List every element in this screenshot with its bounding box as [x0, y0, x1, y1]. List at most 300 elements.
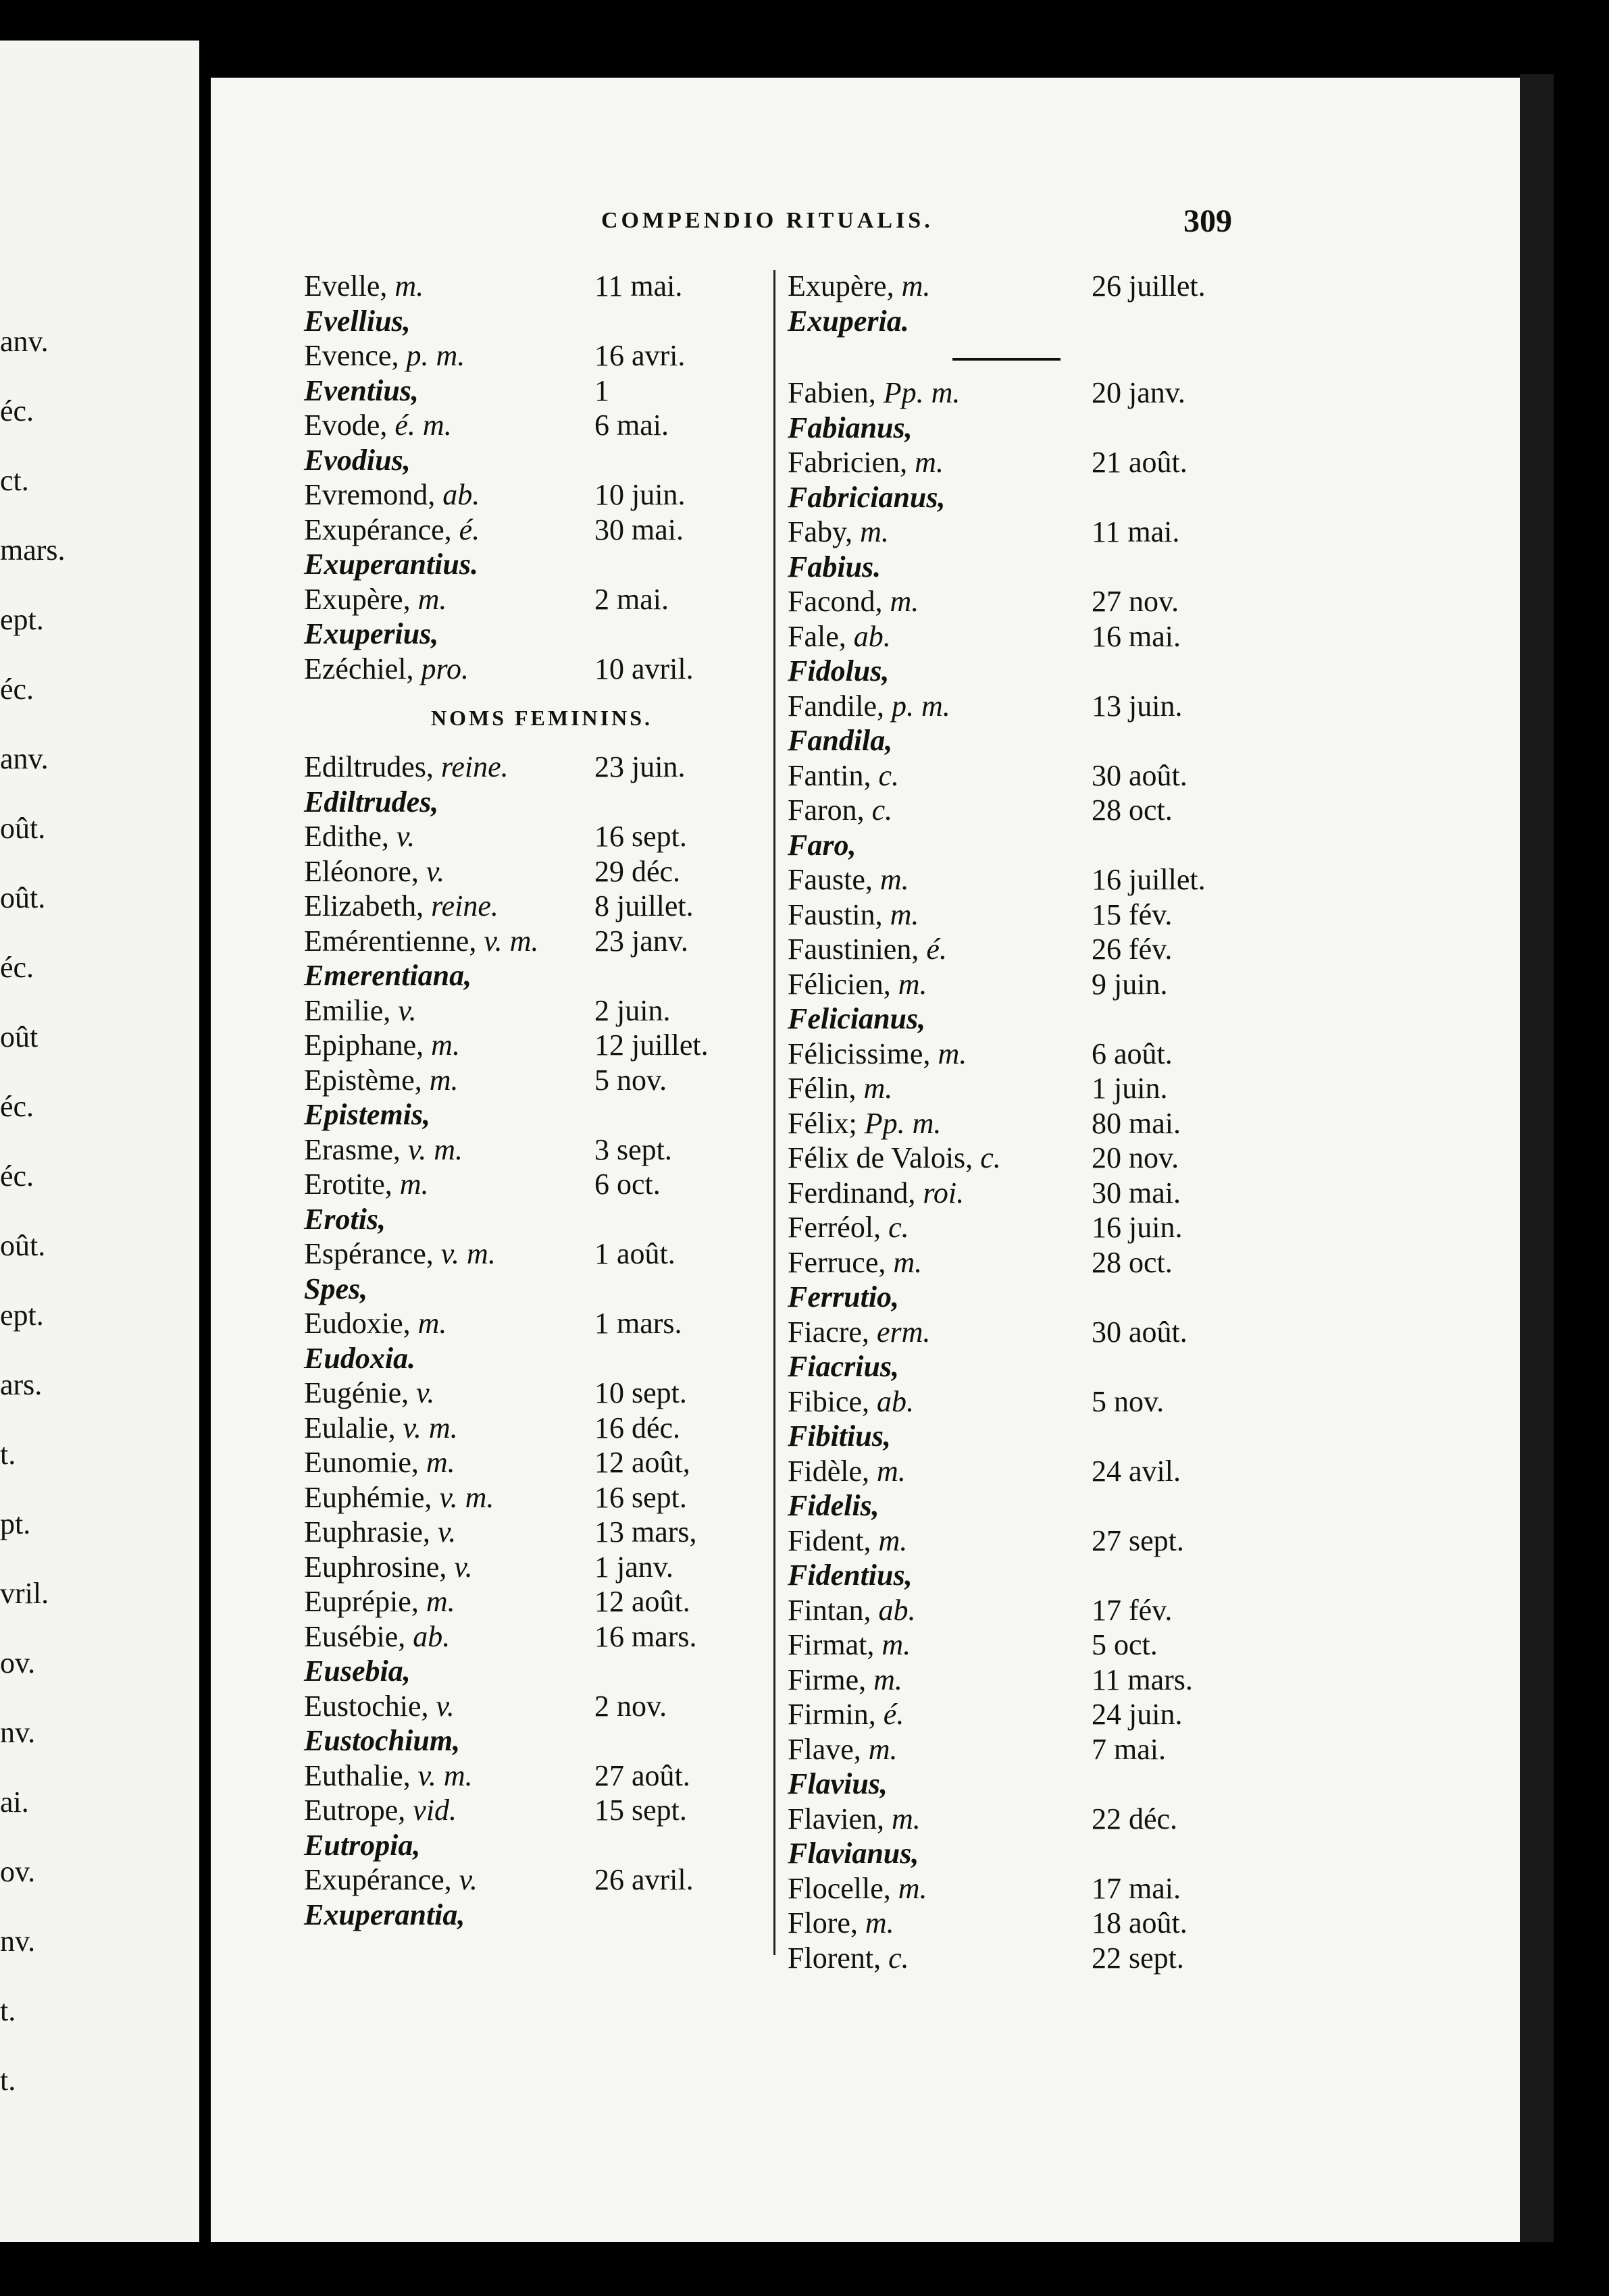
- saint-name: [788, 1210, 909, 1245]
- saint-name-text: Eutrope,: [304, 1794, 406, 1827]
- saint-name-text: Erasme,: [304, 1132, 401, 1166]
- saint-entry: [788, 1071, 1314, 1106]
- feast-date: 27 nov.: [1092, 585, 1179, 618]
- latin-name-entry: [788, 480, 1314, 515]
- latin-name: [304, 785, 438, 819]
- saint-title-abbrev: c.: [871, 793, 893, 827]
- feast-date: 5 nov.: [1092, 1384, 1165, 1418]
- latin-name-text: Ediltrudes,: [304, 785, 439, 818]
- saint-name: [788, 967, 927, 1001]
- saint-name: [788, 1697, 904, 1731]
- latin-name-entry: [304, 1723, 817, 1758]
- saint-name: [788, 1384, 914, 1419]
- latin-name-text: Eusebia,: [304, 1654, 411, 1688]
- saint-entry: [788, 1697, 1314, 1732]
- saint-entry: [304, 1480, 817, 1515]
- latin-name: [788, 723, 892, 758]
- saint-name: [788, 584, 919, 619]
- latin-name: [788, 1280, 899, 1314]
- saint-name-text: Eunomie,: [304, 1446, 419, 1479]
- saint-name-text: Ezéchiel,: [304, 652, 414, 685]
- saint-title-abbrev: v.: [426, 854, 445, 888]
- latin-name-entry: [304, 547, 817, 582]
- feast-date: 26 avril.: [594, 1863, 694, 1896]
- saint-name-text: Ferdinand,: [788, 1176, 916, 1209]
- saint-title-abbrev: m.: [915, 446, 944, 479]
- saint-name-text: Flore,: [788, 1906, 858, 1939]
- saint-name: [788, 1906, 894, 1940]
- saint-entry: [304, 652, 817, 687]
- saint-title-abbrev: pro.: [421, 652, 469, 685]
- feast-date: 15 fév.: [1092, 897, 1173, 931]
- facing-page-fragment: éc.: [0, 951, 34, 984]
- feast-date: 5 nov.: [594, 1063, 667, 1097]
- saint-entry: [304, 338, 817, 373]
- saint-entry: [304, 1758, 817, 1794]
- saint-name-text: Euprépie,: [304, 1585, 419, 1618]
- saint-name-text: Eudoxie,: [304, 1307, 411, 1340]
- saint-name-text: Faustinien,: [788, 933, 919, 966]
- saint-name-text: Firme,: [788, 1663, 867, 1696]
- feast-date: 24 juin.: [1092, 1698, 1183, 1731]
- saint-name-text: Faron,: [788, 793, 865, 827]
- saint-entry: [788, 1454, 1314, 1489]
- saint-name-text: Facond,: [788, 585, 883, 618]
- saint-name-text: Eustochie,: [304, 1689, 429, 1723]
- saint-name: [788, 1454, 906, 1488]
- feast-date: 11 mai.: [1092, 515, 1180, 548]
- saint-name-text: Flocelle,: [788, 1871, 891, 1905]
- saint-name: [304, 1689, 455, 1723]
- saint-name: [788, 1941, 909, 1975]
- latin-name-entry: [788, 304, 1314, 339]
- saint-title-abbrev: m.: [878, 1523, 908, 1557]
- saint-name: [304, 652, 469, 686]
- saint-name-text: Emilie,: [304, 993, 391, 1027]
- saint-name-text: Ferruce,: [788, 1245, 886, 1279]
- saint-name-text: Exupérance,: [304, 513, 452, 546]
- facing-page-fragment: ept.: [0, 603, 44, 636]
- saint-title-abbrev: v. m.: [417, 1758, 473, 1792]
- saint-name-text: Fandile,: [788, 689, 884, 723]
- latin-name-text: Eventius,: [304, 373, 419, 407]
- saint-title-abbrev: reine.: [440, 750, 509, 783]
- latin-name: [788, 1488, 879, 1523]
- feast-date: 12 août,: [594, 1446, 690, 1479]
- saint-name: [788, 1802, 921, 1836]
- facing-page-fragment: ov.: [0, 1855, 36, 1888]
- saint-entry: [304, 924, 817, 959]
- latin-name: [788, 480, 946, 515]
- feast-date: 12 août.: [594, 1585, 690, 1618]
- saint-entry: [304, 1063, 817, 1098]
- saint-name: [304, 1480, 494, 1515]
- saint-entry: [304, 1584, 817, 1619]
- saint-name-text: Eulalie,: [304, 1411, 396, 1444]
- saint-title-abbrev: v. m.: [439, 1480, 494, 1514]
- saint-entry: [788, 689, 1314, 724]
- saint-name-text: Fiacre,: [788, 1315, 869, 1349]
- feast-date: 28 oct.: [1092, 793, 1173, 827]
- latin-name: [788, 304, 909, 338]
- feast-date: 22 sept.: [1092, 1941, 1184, 1975]
- saint-name: [304, 993, 417, 1028]
- feast-date: 13 mars,: [594, 1515, 697, 1548]
- saint-title-abbrev: roi.: [923, 1176, 965, 1209]
- saint-name-text: Fauste,: [788, 863, 873, 896]
- saint-entry: [788, 1663, 1314, 1698]
- facing-page-fragment: t.: [0, 2064, 16, 2097]
- saint-title-abbrev: v. m.: [403, 1411, 458, 1444]
- feast-date: 30 août.: [1092, 758, 1187, 792]
- feast-date: 20 janv.: [1092, 376, 1185, 409]
- saint-name: [304, 338, 465, 373]
- saint-entry: [788, 1141, 1314, 1176]
- saint-title-abbrev: c.: [888, 1211, 909, 1244]
- saint-entry: [788, 1523, 1314, 1559]
- saint-entry: [304, 1689, 817, 1724]
- latin-name: [788, 1349, 899, 1384]
- latin-name-text: Fidelis,: [788, 1489, 879, 1522]
- saint-name-text: Fabricien,: [788, 446, 908, 479]
- saint-name-text: Euthalie,: [304, 1758, 411, 1792]
- saint-name: [788, 1176, 964, 1210]
- feast-date: 16 déc.: [594, 1411, 681, 1444]
- latin-name-entry: [304, 304, 817, 339]
- latin-name: [304, 617, 438, 651]
- saint-name: [788, 1663, 902, 1697]
- facing-page-fragment: vril.: [0, 1577, 49, 1610]
- saint-name: [304, 1584, 455, 1619]
- feast-date: 26 fév.: [1092, 933, 1173, 966]
- saint-title-abbrev: Pp. m.: [883, 376, 961, 409]
- feast-date: 16 avri.: [594, 339, 686, 372]
- latin-name-entry: [788, 1001, 1314, 1037]
- latin-name: [788, 411, 913, 445]
- saint-name: [788, 689, 950, 723]
- feast-date: 18 août.: [1092, 1906, 1187, 1939]
- saint-name: [788, 619, 891, 654]
- latin-name-text: Eustochium,: [304, 1724, 461, 1757]
- saint-entry: [304, 1028, 817, 1063]
- saint-entry: [304, 1515, 817, 1550]
- saint-entry: [788, 1871, 1314, 1906]
- facing-page-fragment: ars.: [0, 1368, 43, 1401]
- facing-page-fragment: oût.: [0, 1229, 46, 1262]
- saint-title-abbrev: é.: [459, 513, 480, 546]
- saint-name-text: Epistème,: [304, 1063, 422, 1097]
- saint-title-abbrev: ab.: [876, 1384, 914, 1418]
- saint-name: [304, 1376, 434, 1410]
- latin-name: [304, 1723, 460, 1758]
- saint-title-abbrev: m.: [890, 585, 919, 618]
- saint-name-text: Fale,: [788, 619, 846, 653]
- facing-page-fragment: oût: [0, 1020, 39, 1053]
- latin-name-text: Epistemis,: [304, 1098, 431, 1131]
- saint-entry: [304, 819, 817, 854]
- saint-name-text: Eusébie,: [304, 1619, 406, 1653]
- latin-name: [788, 1767, 888, 1801]
- feast-date: 12 juillet.: [594, 1028, 709, 1062]
- latin-name-entry: [788, 654, 1314, 689]
- saint-title-abbrev: é. m.: [394, 409, 452, 442]
- saint-name: [304, 1167, 429, 1201]
- latin-name-text: Fidentius,: [788, 1559, 913, 1592]
- feast-date: 10 juin.: [594, 478, 686, 511]
- latin-name-text: Evodius,: [304, 443, 411, 477]
- latin-name: [304, 1828, 420, 1862]
- saint-name: [788, 793, 892, 827]
- feast-date: 30 août.: [1092, 1315, 1187, 1349]
- feast-date: 27 sept.: [1092, 1523, 1184, 1557]
- saint-entry: [788, 1245, 1314, 1280]
- saint-name: [788, 897, 919, 932]
- latin-name: [304, 1341, 415, 1376]
- feast-date: 20 nov.: [1092, 1141, 1179, 1174]
- saint-title-abbrev: m.: [893, 1245, 923, 1279]
- saint-name-text: Faby,: [788, 515, 853, 548]
- latin-name: [304, 373, 419, 408]
- saint-name-text: Ferréol,: [788, 1211, 882, 1244]
- saint-name: [304, 1515, 456, 1549]
- saint-title-abbrev: m.: [431, 1028, 460, 1062]
- saint-name: [304, 1132, 463, 1167]
- feast-date: 29 déc.: [594, 854, 681, 888]
- saint-title-abbrev: m.: [898, 967, 927, 1001]
- saint-name: [788, 862, 909, 897]
- latin-name-text: Emerentiana,: [304, 959, 472, 992]
- feast-date: 16 sept.: [594, 1480, 687, 1514]
- saint-name: [788, 1523, 907, 1558]
- saint-entry: [788, 1210, 1314, 1245]
- saint-name-text: Evode,: [304, 409, 388, 442]
- saint-name-text: Firmat,: [788, 1628, 875, 1661]
- saint-name: [304, 819, 415, 854]
- saint-name-text: Euphrosine,: [304, 1550, 447, 1584]
- saint-name: [788, 1106, 941, 1141]
- feast-date: 1 janv.: [594, 1550, 673, 1584]
- saint-entry: [304, 513, 817, 548]
- saint-title-abbrev: m.: [879, 863, 909, 896]
- saint-title-abbrev: reine.: [431, 889, 499, 922]
- latin-name: [304, 1272, 367, 1306]
- facing-page-fragment: ov.: [0, 1646, 36, 1679]
- latin-name-text: Erotis,: [304, 1202, 386, 1236]
- latin-name-text: Fabianus,: [788, 411, 913, 444]
- saint-entry: [788, 1176, 1314, 1211]
- feast-date: 16 juin.: [1092, 1211, 1183, 1244]
- saint-name-text: Evelle,: [304, 269, 388, 303]
- saint-entry: [304, 1550, 817, 1585]
- saint-title-abbrev: Pp. m.: [864, 1106, 942, 1140]
- saint-entry: [304, 1167, 817, 1202]
- facing-page-fragment: anv.: [0, 742, 49, 775]
- saint-entry: [788, 967, 1314, 1002]
- saint-name-text: Félin,: [788, 1072, 857, 1105]
- saint-name: [788, 1593, 915, 1627]
- feast-date: 2 juin.: [594, 993, 671, 1027]
- saint-entry: [788, 1627, 1314, 1663]
- saint-name: [304, 1306, 446, 1340]
- facing-page-edge: [0, 41, 199, 2242]
- saint-title-abbrev: m.: [863, 1072, 893, 1105]
- saint-title-abbrev: c.: [980, 1141, 1001, 1174]
- facing-page-fragment: éc.: [0, 1159, 34, 1193]
- latin-name-text: Fibitius,: [788, 1419, 891, 1453]
- feast-date: 6 oct.: [594, 1168, 661, 1201]
- saint-entry: [304, 1793, 817, 1828]
- facing-page-fragment: éc.: [0, 1090, 34, 1123]
- feast-date: 17 fév.: [1092, 1593, 1173, 1627]
- saint-name: [788, 515, 889, 549]
- saint-title-abbrev: m.: [417, 582, 447, 616]
- saint-entry: [304, 1376, 817, 1411]
- saint-name-text: Fibice,: [788, 1384, 869, 1418]
- saint-entry: [788, 584, 1314, 619]
- feast-date: 1 mars.: [594, 1307, 682, 1340]
- feast-date: 80 mai.: [1092, 1106, 1181, 1140]
- saint-entry: [788, 1384, 1314, 1419]
- facing-page-fragment: oût.: [0, 881, 46, 914]
- feast-date: 1: [594, 373, 609, 407]
- saint-title-abbrev: é.: [883, 1698, 904, 1731]
- saint-entry: [304, 889, 817, 924]
- saint-title-abbrev: c.: [888, 1941, 909, 1975]
- latin-name: [788, 1836, 919, 1871]
- saint-name: [304, 1236, 496, 1271]
- feast-date: 16 juillet.: [1092, 863, 1206, 896]
- saint-title-abbrev: m.: [868, 1732, 898, 1766]
- latin-name-entry: [788, 550, 1314, 585]
- feast-date: 2 mai.: [594, 582, 669, 616]
- book-spine-shadow: [1520, 74, 1554, 2242]
- latin-name: [304, 1654, 411, 1688]
- feast-date: 10 avril.: [594, 652, 694, 685]
- latin-name-text: Fiacrius,: [788, 1350, 900, 1383]
- feast-date: 30 mai.: [594, 513, 684, 546]
- facing-page-fragment: oût.: [0, 812, 46, 845]
- feast-date: 15 sept.: [594, 1794, 687, 1827]
- saint-title-abbrev: v. m.: [484, 924, 539, 958]
- saint-name: [788, 1037, 967, 1071]
- saint-name: [304, 1793, 457, 1827]
- saint-name-text: Flavien,: [788, 1802, 884, 1835]
- saint-name: [788, 375, 960, 410]
- latin-name-text: Exuperius,: [304, 617, 439, 650]
- saint-entry: [304, 854, 817, 889]
- latin-name-entry: [304, 1272, 817, 1307]
- saint-name: [304, 750, 509, 784]
- feast-date: 30 mai.: [1092, 1176, 1181, 1209]
- saint-name-text: Exupère,: [788, 269, 894, 303]
- latin-name-entry: [788, 1349, 1314, 1384]
- feast-date: 6 mai.: [594, 409, 669, 442]
- saint-name: [788, 1071, 892, 1105]
- feast-date: 23 juin.: [594, 750, 686, 783]
- saint-title-abbrev: v.: [454, 1550, 473, 1584]
- latin-name-entry: [788, 1558, 1314, 1593]
- latin-name-text: Eudoxia.: [304, 1341, 416, 1375]
- latin-name-entry: [788, 1836, 1314, 1871]
- feast-date: 1 juin.: [1092, 1072, 1168, 1105]
- saint-entry: [788, 1732, 1314, 1767]
- latin-name-text: Eutropia,: [304, 1828, 421, 1862]
- facing-page-fragment: nv.: [0, 1716, 36, 1749]
- feast-date: 28 oct.: [1092, 1245, 1173, 1279]
- saint-title-abbrev: erm.: [876, 1315, 931, 1349]
- saint-title-abbrev: v.: [398, 993, 417, 1027]
- saint-name-text: Félix;: [788, 1106, 857, 1140]
- latin-name-entry: [304, 1654, 817, 1689]
- saint-title-abbrev: ab.: [878, 1593, 916, 1627]
- saint-title-abbrev: m.: [860, 515, 889, 548]
- feast-date: 16 sept.: [594, 820, 687, 853]
- latin-name: [304, 958, 471, 993]
- facing-page-fragment: ai.: [0, 1785, 29, 1819]
- saint-title-abbrev: m.: [394, 269, 424, 303]
- latin-name-entry: [304, 1202, 817, 1237]
- feast-date: 26 juillet.: [1092, 269, 1206, 303]
- saint-title-abbrev: v.: [459, 1863, 478, 1896]
- saint-name: [304, 1028, 460, 1062]
- latin-name-text: Exuperia.: [788, 304, 909, 338]
- saint-entry: [788, 758, 1314, 793]
- saint-entry: [788, 269, 1314, 304]
- saint-name-text: Erotite,: [304, 1168, 392, 1201]
- facing-page-fragment: ct.: [0, 464, 29, 497]
- saint-entry: [788, 1106, 1314, 1141]
- latin-name: [788, 654, 889, 688]
- saint-name-text: Eléonore,: [304, 854, 419, 888]
- latin-name: [788, 1419, 891, 1453]
- saint-entry: [788, 619, 1314, 654]
- latin-name-text: Spes,: [304, 1272, 368, 1305]
- saint-title-abbrev: v. m.: [440, 1237, 496, 1270]
- saint-name: [304, 854, 444, 889]
- saint-name-text: Euphrasie,: [304, 1515, 430, 1548]
- saint-title-abbrev: ab.: [413, 1619, 451, 1653]
- saint-name: [304, 1411, 458, 1445]
- saint-name-text: Félix de Valois,: [788, 1141, 973, 1174]
- feast-date: 9 juin.: [1092, 967, 1168, 1001]
- saint-name-text: Euphémie,: [304, 1480, 432, 1514]
- saint-name-text: Félicien,: [788, 967, 891, 1001]
- saint-name: [788, 1627, 911, 1662]
- latin-name-entry: [304, 443, 817, 478]
- latin-name-entry: [304, 785, 817, 820]
- page-number: 309: [1183, 203, 1232, 239]
- saint-name: [304, 889, 499, 923]
- saint-title-abbrev: p. m.: [406, 339, 465, 372]
- saint-entry: [788, 862, 1314, 897]
- saint-title-abbrev: v.: [396, 820, 415, 853]
- saint-title-abbrev: m.: [417, 1307, 447, 1340]
- saint-entry: [788, 1941, 1314, 1976]
- saint-entry: [304, 1132, 817, 1168]
- saint-name: [788, 1871, 927, 1906]
- feast-date: 2 nov.: [594, 1689, 667, 1723]
- saint-entry: [788, 1037, 1314, 1072]
- saint-name: [788, 932, 947, 966]
- saint-title-abbrev: v. m.: [407, 1132, 463, 1166]
- saint-entry: [304, 582, 817, 617]
- saint-name: [304, 408, 452, 442]
- facing-page-fragment: ept.: [0, 1299, 44, 1332]
- saint-title-abbrev: v.: [437, 1515, 457, 1548]
- saint-name: [304, 1862, 478, 1897]
- saint-entry: [788, 375, 1314, 411]
- feast-date: 27 août.: [594, 1758, 690, 1792]
